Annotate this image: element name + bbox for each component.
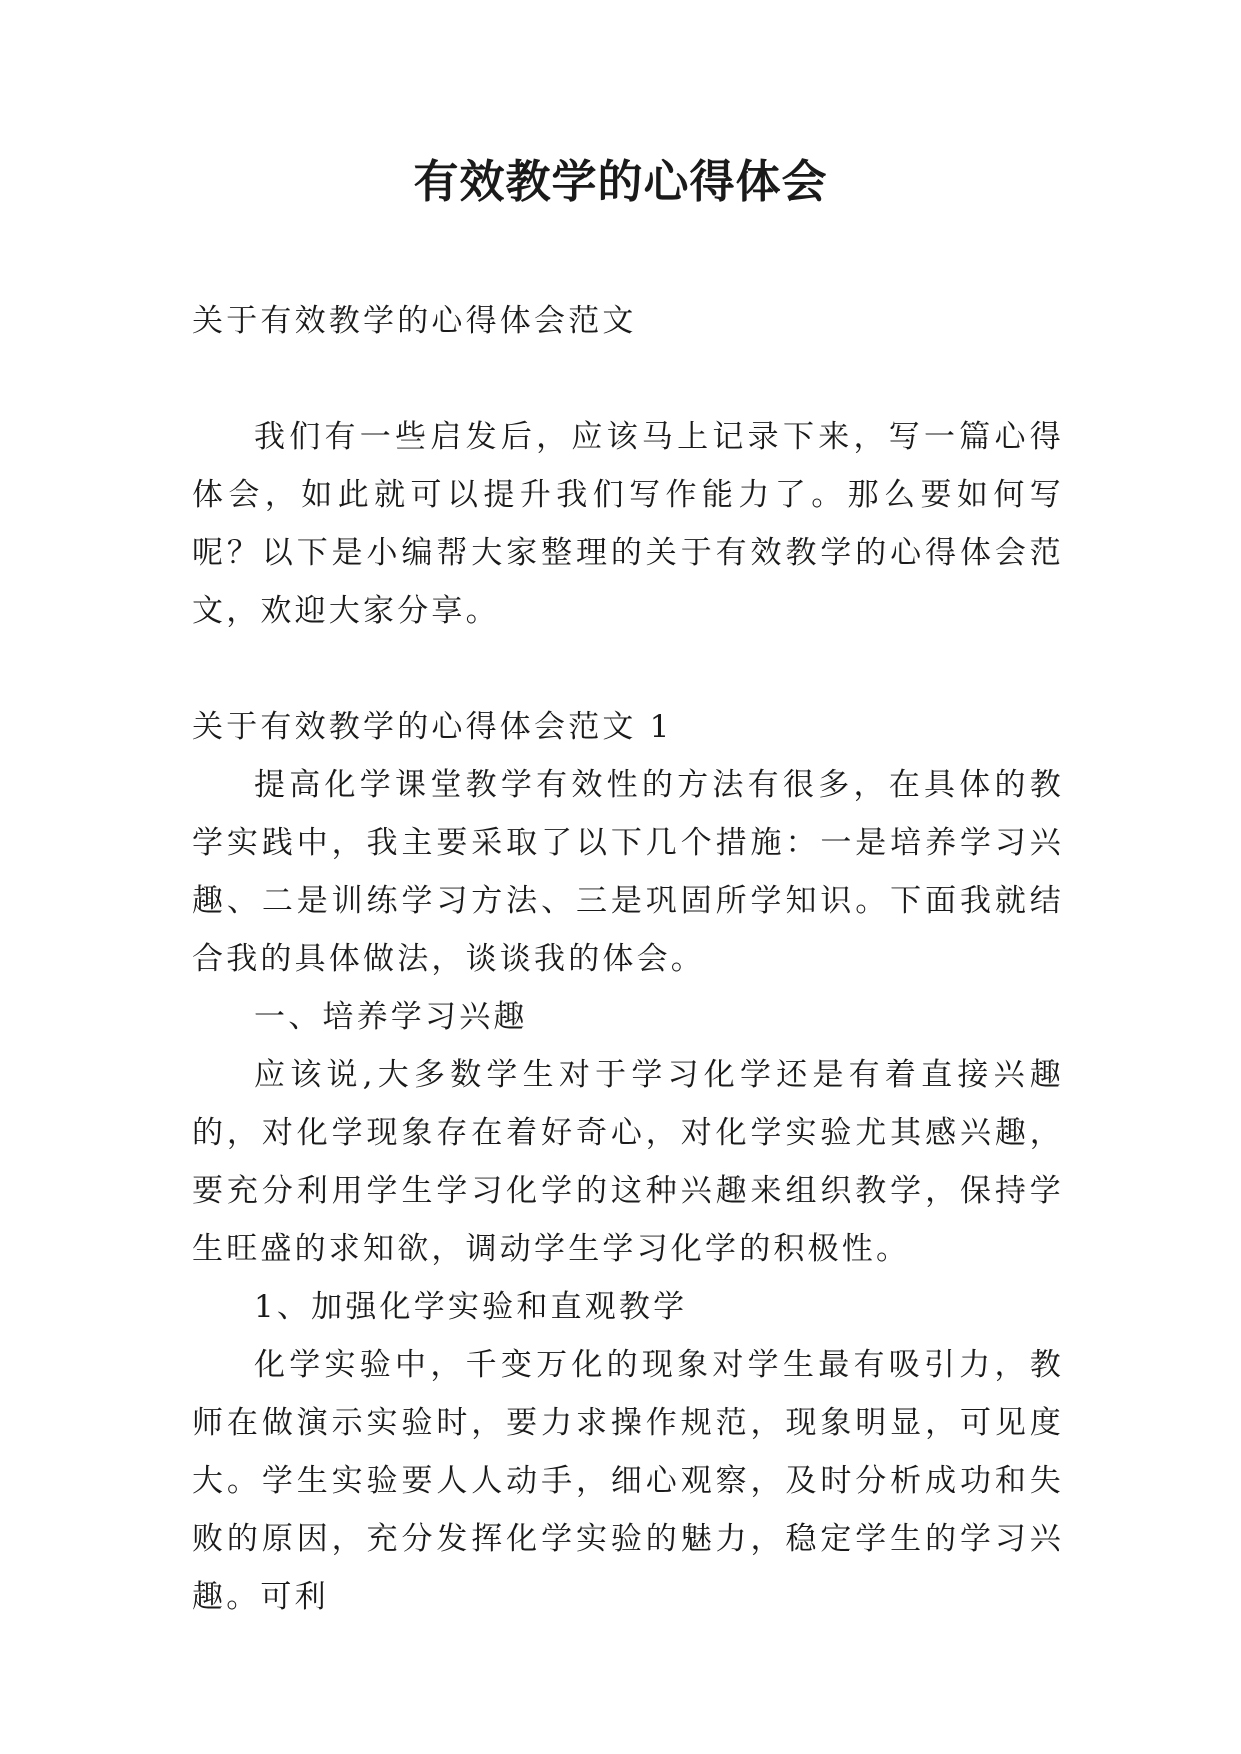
- section-title: 关于有效教学的心得体会范文 1: [192, 709, 673, 745]
- section-heading-2: 1、加强化学实验和直观教学: [254, 1289, 688, 1325]
- section-heading-1: 一、培养学习兴趣: [254, 999, 528, 1035]
- body-paragraph-2: 应该说,大多数学生对于学习化学还是有着直接兴趣的，对化学现象存在着好奇心，对化学实验尤其感兴趣，要充分利用学生学习化学的这种兴趣来组织教学，保持学生旺盛的求知欲，调动学生学习化学的积极性。: [192, 1057, 1064, 1267]
- document-title: 有效教学的心得体会: [413, 155, 828, 208]
- document-body: [192, 292, 1064, 1626]
- document-subtitle: 关于有效教学的心得体会范文: [192, 303, 637, 339]
- body-paragraph-3: 化学实验中，千变万化的现象对学生最有吸引力，教师在做演示实验时，要力求操作规范，现象明显，可见度大。学生实验要人人动手，细心观察，及时分析成功和失败的原因，充分发挥化学实验的魅力，稳定学生的学习兴趣。可利: [192, 1347, 1064, 1615]
- body-paragraph-1: 提高化学课堂教学有效性的方法有很多，在具体的教学实践中，我主要采取了以下几个措施：一是培养学习兴趣、二是训练学习方法、三是巩固所学知识。下面我就结合我的具体做法，谈谈我的体会。: [192, 767, 1064, 977]
- intro-paragraph: 我们有一些启发后，应该马上记录下来，写一篇心得体会，如此就可以提升我们写作能力了。那么要如何写呢？以下是小编帮大家整理的关于有效教学的心得体会范文，欢迎大家分享。: [192, 419, 1064, 629]
